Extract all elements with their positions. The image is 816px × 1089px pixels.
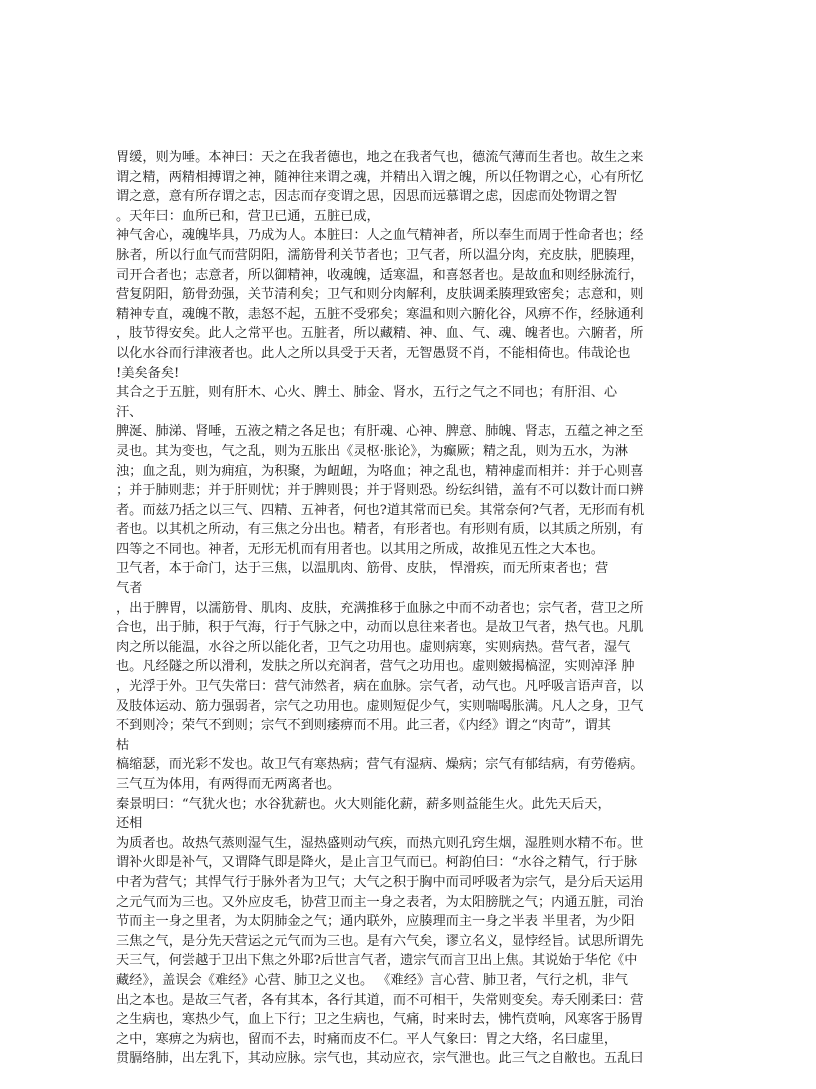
text-line: 浊；血之乱，则为痈疽，为积聚，为衄衄，为咯血；神之乱也，精神虚而相并：并于心则喜 <box>116 463 644 479</box>
text-line: 枯 <box>116 737 130 753</box>
text-line: 贯膈络肺，出左乳下，其动应脉。宗气也，其动应衣，宗气泄也。此三气之自敝也。五乱曰 <box>116 1051 644 1067</box>
text-line: 卫气者，本于命门，达于三焦，以温肌肉、筋骨、皮肤， 悍滑疾，而无所束者也；营 <box>116 561 609 577</box>
text-line: 气者 <box>116 581 143 597</box>
text-line: 及肢体运动、筋力强弱者，宗气之功用也。虚则短促少气，实则喘喝胀满。凡人之身，卫气 <box>116 698 644 714</box>
text-line: 营复阴阳，筋骨劲强，关节清利矣；卫气和则分肉解利，皮肤调柔腠理致密矣；志意和，则 <box>116 287 644 303</box>
text-line: 其合之于五脏，则有肝木、心火、脾土、肺金、肾水，五行之气之不同也；有肝泪、心 <box>116 385 618 401</box>
text-line: 秦景明曰：“气犹火也；水谷犹薪也。火大则能化薪，薪多则益能生火。此先天后天， <box>116 796 611 812</box>
text-line: 节而主一身之里者，为太阴肺金之气；通内联外，应腠理而主一身之半表 半里者，为少阳 <box>116 914 635 930</box>
text-line: 谓之意，意有所存谓之志，因志而存变谓之思，因思而远慕谓之虑，因虑而处物谓之智 <box>116 189 618 205</box>
text-line: 槁缩瑟，而光彩不发也。故卫气有寒热病；营气有湿病、燥病；宗气有郁结病，有劳倦病。 <box>116 757 644 773</box>
text-line: 以化水谷而行津液者也。此人之所以具受于天者，无智愚贤不肖，不能相倚也。伟哉论也 <box>116 345 631 361</box>
document-body <box>116 148 688 1089</box>
text-line: 天三气，何尝越于卫出下焦之外耶?后世言气者，遗宗气而言卫出上焦。其说始于华佗《中 <box>116 953 638 969</box>
text-line: 之元气而为三也。又外应皮毛，协营卫而主一身之表者，为太阳膀胱之气；内通五脏，司治 <box>116 894 644 910</box>
text-line: 不到则冷；荣气不到则；宗气不到则痿痹而不用。此三者，《内经》谓之“肉苛”，谓其 <box>116 718 611 734</box>
text-line: 精神专直，魂魄不散，恚怒不起，五脏不受邪矣；寒温和则六腑化谷，风痹不作，经脉通利 <box>116 306 644 322</box>
text-line: 之生病也，寒热少气，血上下行；卫之生病也，气痛，时来时去，怫忾贲响，风寒客于肠胃 <box>116 1012 644 1028</box>
text-line: 者。而兹乃括之以三气、四精、五神者，何也?道其常而已矣。其常奈何?气者，无形而有机 <box>116 502 645 518</box>
text-line: 司开合者也；志意者，所以御精神，收魂魄，适寒温，和喜怒者也。是故血和则经脉流行， <box>116 267 644 283</box>
text-line: 三气互为体用，有两得而无两离者也。 <box>116 777 341 792</box>
text-line: 之中，寒痹之为病也，留而不去，时痛而皮不仁。平人气象曰：胃之大络，名曰虚里， <box>116 1031 618 1047</box>
text-line: 者也。以其机之所动，有三焦之分出也。精者，有形者也。有形则有质，以其质之所别，有 <box>116 522 644 538</box>
text-line: 合也，出于肺，积于气海，行于气脉之中，动而以息往来者也。是故卫气者，热气也。凡肌 <box>116 620 644 636</box>
text-line: 。天年曰：血所已和，营卫已通，五脏已成， <box>116 208 380 224</box>
text-line: 为质者也。故热气蒸则湿气生，湿热盛则动气疾，而热亢则孔窍生烟，湿胜则水精不布。世 <box>116 835 644 851</box>
text-line: 藏经》，盖误会《难经》心营、肺卫之义也。 《难经》言心营、肺卫者，气行之机，非气 <box>116 972 628 988</box>
text-line: 四等之不同也。神者，无形无机而有用者也。以其用之所成，故推见五性之大本也。 <box>116 541 604 557</box>
text-line: 谓补火即是补气，又谓降气即是降火，是止言卫气而已。柯韵伯曰：“水谷之精气，行于脉 <box>116 855 638 871</box>
text-line: 中者为营气；其悍气行于脉外者为卫气；大气之积于胸中而司呼吸者为宗气，是分后天运用 <box>116 874 644 890</box>
text-line: 胃缓，则为唾。本神曰：天之在我者德也，地之在我者气也，德流气薄而生者也。故生之来 <box>116 150 644 165</box>
text-line: ，光浮于外。卫气失常曰：营气沛然者，病在血脉。宗气者，动气也。凡呼吸言语声音，以 <box>116 679 644 695</box>
text-line: !美矣备矣! <box>116 365 180 381</box>
text-line: 灵也。其为变也，气之乱，则为五胀出《灵枢·胀论》，为癫厥；精之乱，则为五水，为淋 <box>116 443 628 459</box>
text-line: 脉者，所以行血气而营阴阳，濡筋骨利关节者也；卫气者，所以温分肉，充皮肤，肥腠理， <box>116 247 644 263</box>
text-line: 肉之所以能温，水谷之所以能化者，卫气之功用也。虚则病寒，实则病热。营气者，湿气 <box>116 639 631 655</box>
text-line <box>116 1069 688 1089</box>
text-line: 汗、 <box>116 404 143 420</box>
text-line: ，出于脾胃，以濡筋骨、肌肉、皮肤，充满推移于血脉之中而不动者也；宗气者，营卫之所 <box>116 600 644 616</box>
text-line: 脾涎、肺涕、肾唾，五液之精之各足也；有肝魂、心神、脾意、肺魄、肾志，五蕴之神之至 <box>116 424 644 440</box>
text-line: 也。凡经隧之所以滑利，发肤之所以充润者，营气之功用也。虚则皴揭槁涩，实则淖泽 肿 <box>116 659 635 675</box>
text-line: 神气舍心，魂魄毕具，乃成为人。本脏曰：人之血气精神者，所以奉生而周于性命者也；经 <box>116 228 644 244</box>
text-line: 三焦之气，是分先天营运之元气而为三也。是有六气矣，谬立名义，显悖经旨。试思所谓先 <box>116 933 644 949</box>
text-line: 谓之精，两精相搏谓之神，随神往来谓之魂，并精出入谓之魄，所以任物谓之心，心有所忆 <box>116 169 644 185</box>
text-line: ，肢节得安矣。此人之常平也。五脏者，所以藏精、神、血、气、魂、魄者也。六腑者，所 <box>116 326 644 342</box>
text-line: 出之本也。是故三气者，各有其本，各行其道，而不可相干，失常则变矣。寿夭刚柔曰：营 <box>116 992 644 1008</box>
text-line: ；并于肺则悲；并于肝则忧；并于脾则畏；并于肾则恐。纷纭纠错，盖有不可以数计而口辨 <box>116 483 644 499</box>
text-line: 还相 <box>116 816 143 832</box>
